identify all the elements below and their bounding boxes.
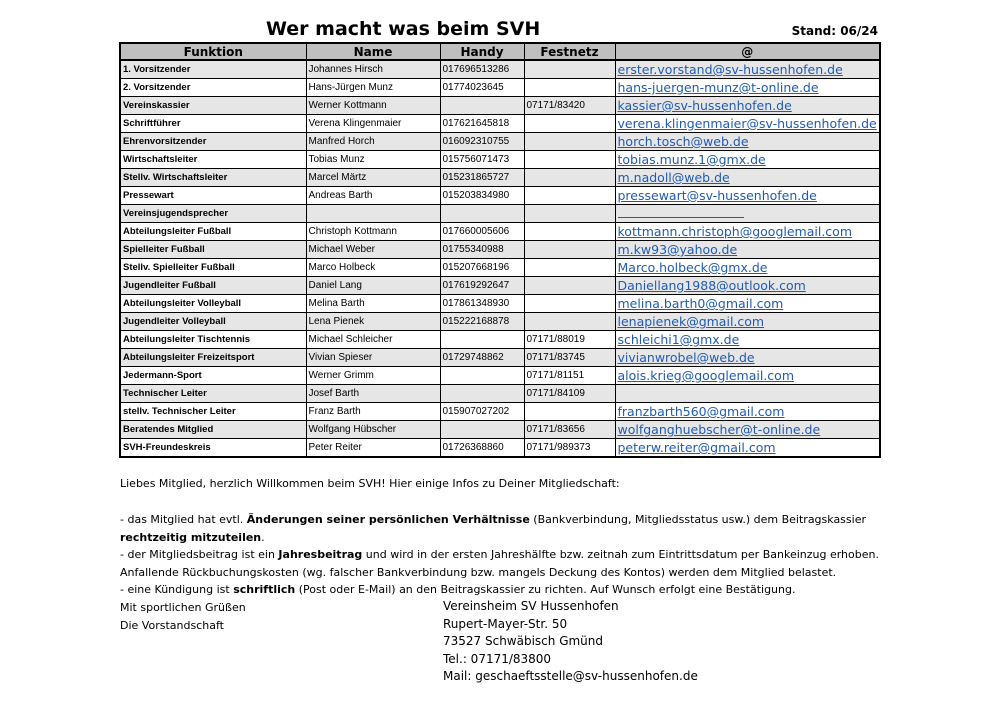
cell-handy: 017619292647 bbox=[440, 277, 524, 295]
cell-funktion: Jedermann-Sport bbox=[120, 367, 306, 385]
page-title: Wer macht was beim SVH bbox=[266, 18, 541, 40]
cell-handy bbox=[440, 205, 524, 223]
cell-name: Josef Barth bbox=[306, 385, 440, 403]
bullet-cancel bbox=[120, 581, 880, 599]
address-line-2: Rupert-Mayer-Str. 50 bbox=[443, 616, 568, 631]
cell-festnetz bbox=[524, 403, 615, 421]
table-row bbox=[120, 133, 880, 151]
cell-handy bbox=[440, 331, 524, 349]
cell-funktion: 1. Vorsitzender bbox=[120, 60, 306, 79]
cell-festnetz bbox=[524, 151, 615, 169]
cell-festnetz: 07171/83656 bbox=[524, 421, 615, 439]
bullet-changes-strong2: rechtzeitig mitzuteilen bbox=[120, 530, 262, 544]
cell-festnetz: 07171/83745 bbox=[524, 349, 615, 367]
table-row bbox=[120, 187, 880, 205]
cell-email[interactable]: schleichi1@gmx.de bbox=[615, 331, 880, 349]
cell-handy: 016092310755 bbox=[440, 133, 524, 151]
cell-festnetz: 07171/84109 bbox=[524, 385, 615, 403]
cell-email[interactable]: tobias.munz.1@gmx.de bbox=[615, 151, 880, 169]
email-blank-line bbox=[618, 207, 744, 218]
intro-text: Liebes Mitglied, herzlich Willkommen beim SVH! Hier einige Infos zu Deiner Mitgliedschaft: bbox=[120, 477, 620, 490]
cell-handy: 015756071473 bbox=[440, 151, 524, 169]
column-header-festnetz: Festnetz bbox=[524, 43, 615, 60]
table-row bbox=[120, 115, 880, 133]
address-line-4: Tel.: 07171/83800 bbox=[443, 651, 552, 666]
cell-email[interactable]: erster.vorstand@sv-hussenhofen.de bbox=[615, 60, 880, 79]
cell-funktion: Stellv. Wirtschaftsleiter bbox=[120, 169, 306, 187]
address-line-3: 73527 Schwäbisch Gmünd bbox=[443, 634, 604, 648]
cell-handy: 015907027202 bbox=[440, 403, 524, 421]
cell-handy: 01726368860 bbox=[440, 439, 524, 458]
table-row bbox=[120, 79, 880, 97]
cell-festnetz: 07171/83420 bbox=[524, 97, 615, 115]
bullet-changes bbox=[120, 511, 880, 546]
table-row bbox=[120, 97, 880, 115]
cell-email[interactable]: horch.tosch@web.de bbox=[615, 133, 880, 151]
cell-festnetz bbox=[524, 259, 615, 277]
table-row bbox=[120, 259, 880, 277]
cell-name: Andreas Barth bbox=[306, 187, 440, 205]
stand-date: Stand: 06/24 bbox=[791, 24, 878, 38]
cell-name: Tobias Munz bbox=[306, 151, 440, 169]
cell-handy: 01774023645 bbox=[440, 79, 524, 97]
cell-handy: 015207668196 bbox=[440, 259, 524, 277]
cell-funktion: Schriftführer bbox=[120, 115, 306, 133]
bullet-cancel-pre: - eine Kündigung ist bbox=[120, 583, 234, 596]
bullet-cancel-strong: schriftlich bbox=[233, 583, 296, 596]
cell-email[interactable]: Marco.holbeck@gmx.de bbox=[615, 259, 880, 277]
table-row bbox=[120, 151, 880, 169]
cell-name: Michael Schleicher bbox=[306, 331, 440, 349]
cell-email[interactable]: lenapienek@gmail.com bbox=[615, 313, 880, 331]
column-header-email: @ bbox=[615, 43, 880, 60]
cell-handy bbox=[440, 385, 524, 403]
cell-name: Werner Grimm bbox=[306, 367, 440, 385]
cell-funktion: Stellv. Spielleiter Fußball bbox=[120, 259, 306, 277]
cell-festnetz bbox=[524, 133, 615, 151]
bullet-fee-pre: - der Mitgliedsbeitrag ist ein bbox=[120, 548, 279, 561]
cell-name: Melina Barth bbox=[306, 295, 440, 313]
cell-email bbox=[615, 205, 880, 223]
address-line-1: Vereinsheim SV Hussenhofen bbox=[443, 599, 619, 613]
column-header-handy: Handy bbox=[440, 43, 524, 60]
table-row bbox=[120, 223, 880, 241]
cell-email[interactable]: wolfganghuebscher@t-online.de bbox=[615, 421, 880, 439]
closing-line-1: Mit sportlichen Grüßen bbox=[120, 601, 246, 614]
cell-name: Christoph Kottmann bbox=[306, 223, 440, 241]
cell-funktion: Pressewart bbox=[120, 187, 306, 205]
cell-funktion: Abteilungsleiter Fußball bbox=[120, 223, 306, 241]
cell-funktion: 2. Vorsitzender bbox=[120, 79, 306, 97]
cell-handy: 015231865727 bbox=[440, 169, 524, 187]
cell-email[interactable]: melina.barth0@gmail.com bbox=[615, 295, 880, 313]
cell-email[interactable]: peterw.reiter@gmail.com bbox=[615, 439, 880, 458]
cell-handy: 015222168878 bbox=[440, 313, 524, 331]
cell-funktion: Jugendleiter Fußball bbox=[120, 277, 306, 295]
cell-name: Verena Klingenmaier bbox=[306, 115, 440, 133]
table-row bbox=[120, 277, 880, 295]
cell-funktion: Beratendes Mitglied bbox=[120, 421, 306, 439]
cell-funktion: Abteilungsleiter Tischtennis bbox=[120, 331, 306, 349]
cell-funktion: Ehrenvorsitzender bbox=[120, 133, 306, 151]
cell-name: Marco Holbeck bbox=[306, 259, 440, 277]
cell-funktion: stellv. Technischer Leiter bbox=[120, 403, 306, 421]
table-row bbox=[120, 403, 880, 421]
table-row bbox=[120, 205, 880, 223]
bullet-changes-pre: - das Mitglied hat evtl. bbox=[120, 513, 247, 526]
cell-funktion: Abteilungsleiter Freizeitsport bbox=[120, 349, 306, 367]
contact-table bbox=[119, 42, 881, 458]
cell-name: Franz Barth bbox=[306, 403, 440, 421]
cell-festnetz bbox=[524, 313, 615, 331]
club-address bbox=[443, 598, 698, 686]
cell-funktion: Wirtschaftsleiter bbox=[120, 151, 306, 169]
bullet-changes-post: . bbox=[261, 530, 265, 544]
table-row bbox=[120, 169, 880, 187]
bullet-fee-strong: Jahresbeitrag bbox=[278, 548, 363, 561]
cell-handy bbox=[440, 367, 524, 385]
cell-funktion: Abteilungsleiter Volleyball bbox=[120, 295, 306, 313]
cell-email[interactable]: hans-juergen-munz@t-online.de bbox=[615, 79, 880, 97]
cell-festnetz bbox=[524, 223, 615, 241]
table-row bbox=[120, 349, 880, 367]
table-row bbox=[120, 331, 880, 349]
cell-name: Marcel Märtz bbox=[306, 169, 440, 187]
cell-festnetz: 07171/81151 bbox=[524, 367, 615, 385]
cell-funktion: Technischer Leiter bbox=[120, 385, 306, 403]
cell-festnetz bbox=[524, 79, 615, 97]
cell-festnetz: 07171/989373 bbox=[524, 439, 615, 458]
cell-name: Daniel Lang bbox=[306, 277, 440, 295]
closing bbox=[120, 599, 246, 634]
table-header-row bbox=[120, 43, 880, 60]
cell-email[interactable]: m.nadoll@web.de bbox=[615, 169, 880, 187]
cell-handy bbox=[440, 421, 524, 439]
info-bullets bbox=[120, 511, 880, 599]
cell-funktion: Jugendleiter Volleyball bbox=[120, 313, 306, 331]
table-row bbox=[120, 295, 880, 313]
table-row bbox=[120, 421, 880, 439]
cell-name: Hans-Jürgen Munz bbox=[306, 79, 440, 97]
closing-line-2: Die Vorstandschaft bbox=[120, 618, 224, 632]
cell-festnetz bbox=[524, 115, 615, 133]
bullet-changes-mid: (Bankverbindung, Mitgliedsstatus usw.) dem Beitragskassier bbox=[529, 513, 866, 526]
cell-email[interactable]: Daniellang1988@outlook.com bbox=[615, 277, 880, 295]
bullet-fee bbox=[120, 546, 880, 581]
table-row bbox=[120, 313, 880, 331]
cell-name: Vivian Spieser bbox=[306, 349, 440, 367]
cell-name bbox=[306, 205, 440, 223]
cell-name: Werner Kottmann bbox=[306, 97, 440, 115]
cell-name: Johannes Hirsch bbox=[306, 60, 440, 79]
cell-name: Michael Weber bbox=[306, 241, 440, 259]
cell-handy: 017660005606 bbox=[440, 223, 524, 241]
cell-festnetz bbox=[524, 187, 615, 205]
cell-funktion: Spielleiter Fußball bbox=[120, 241, 306, 259]
cell-name: Lena Pienek bbox=[306, 313, 440, 331]
bullet-fee-post: und wird in der ersten Jahreshälfte bzw. zeitnah zum Eintrittsdatum per Bankeinzug erhoben. Anfallende Rückbuchungskosten (wg. falscher Bankverbindung bzw. mangels Deckung des Kontos) werden dem Mitglied belastet. bbox=[120, 548, 879, 579]
cell-funktion: SVH-Freundeskreis bbox=[120, 439, 306, 458]
cell-email[interactable]: verena.klingenmaier@sv-hussenhofen.de bbox=[615, 115, 880, 133]
bullet-changes-strong1: Änderungen seiner persönlichen Verhältnisse bbox=[246, 513, 530, 526]
cell-email[interactable]: alois.krieg@googlemail.com bbox=[615, 367, 880, 385]
cell-name: Wolfgang Hübscher bbox=[306, 421, 440, 439]
cell-handy: 01729748862 bbox=[440, 349, 524, 367]
table-row bbox=[120, 439, 880, 458]
cell-email[interactable]: vivianwrobel@web.de bbox=[615, 349, 880, 367]
cell-funktion: Vereinskassier bbox=[120, 97, 306, 115]
column-header-funktion: Funktion bbox=[120, 43, 306, 60]
address-line-5: Mail: geschaeftsstelle@sv-hussenhofen.de bbox=[443, 669, 698, 683]
cell-festnetz bbox=[524, 277, 615, 295]
column-header-name: Name bbox=[306, 43, 440, 60]
table-body bbox=[120, 60, 880, 457]
cell-name: Peter Reiter bbox=[306, 439, 440, 458]
cell-email[interactable]: pressewart@sv-hussenhofen.de bbox=[615, 187, 880, 205]
cell-name: Manfred Horch bbox=[306, 133, 440, 151]
cell-festnetz bbox=[524, 60, 615, 79]
cell-email[interactable]: kassier@sv-hussenhofen.de bbox=[615, 97, 880, 115]
cell-funktion: Vereinsjugendsprecher bbox=[120, 205, 306, 223]
cell-email[interactable]: franzbarth560@gmail.com bbox=[615, 403, 880, 421]
bullet-cancel-post: (Post oder E-Mail) an den Beitragskassier zu richten. Auf Wunsch erfolgt eine Bestätigung. bbox=[295, 583, 796, 596]
cell-handy: 017621645818 bbox=[440, 115, 524, 133]
table-row bbox=[120, 241, 880, 259]
cell-handy: 015203834980 bbox=[440, 187, 524, 205]
cell-festnetz bbox=[524, 295, 615, 313]
cell-festnetz bbox=[524, 241, 615, 259]
cell-festnetz bbox=[524, 169, 615, 187]
table-row bbox=[120, 385, 880, 403]
cell-festnetz bbox=[524, 205, 615, 223]
cell-email[interactable]: m.kw93@yahoo.de bbox=[615, 241, 880, 259]
cell-handy: 017696513286 bbox=[440, 60, 524, 79]
cell-email[interactable]: kottmann.christoph@googlemail.com bbox=[615, 223, 880, 241]
cell-handy: 01755340988 bbox=[440, 241, 524, 259]
cell-handy bbox=[440, 97, 524, 115]
cell-email bbox=[615, 385, 880, 403]
table-row bbox=[120, 60, 880, 79]
cell-handy: 017861348930 bbox=[440, 295, 524, 313]
table-row bbox=[120, 367, 880, 385]
cell-festnetz: 07171/88019 bbox=[524, 331, 615, 349]
